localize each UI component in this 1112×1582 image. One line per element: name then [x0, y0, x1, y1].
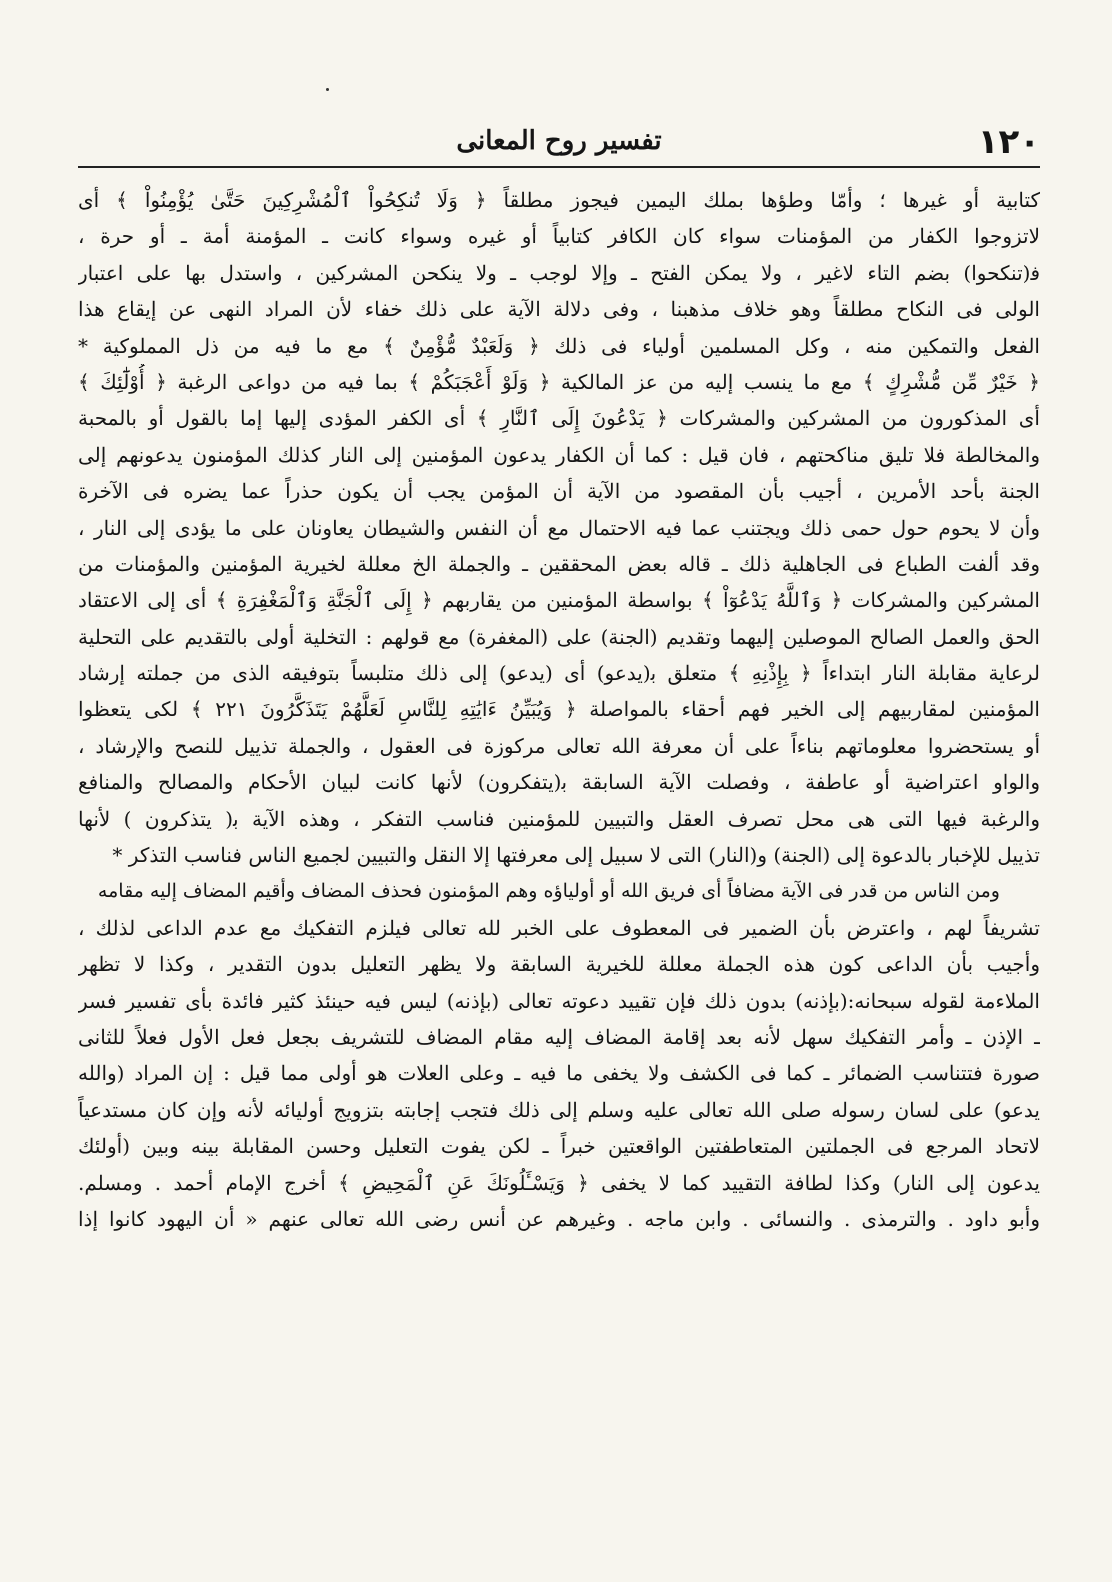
- text-line: ﴿ خَيْرٌ مِّن مُّشْرِكٍ ﴾ مع ما ينسب إليه من عز المالكية ﴿ وَلَوْ أَعْجَبَكُمْ ﴾ بما فيه من دواعى الرغبة ﴿ أُوْلَٰٓئِكَ ﴾: [78, 369, 1040, 394]
- text-line: أى المذكورون من المشركين والمشركات ﴿ يَدْعُونَ إِلَى ٱلنَّارِ ﴾ أى الكفر المؤدى إليها إما بالقول أو بالمحبة: [78, 406, 1040, 431]
- text-line: وقد ألفت الطباع فى الجاهلية ذلك ـ قاله بعض المحققين ـ والجملة الخ معللة لخيرية المؤمنين والمؤمنات من: [78, 551, 1040, 576]
- text-line: والواو اعتراضية أو عاطفة ، وفصلت الآية السابقة ب‍(يتفكرون) لأنها كانت لبيان الأحكام والمصالح والمنافع: [78, 770, 1040, 795]
- text-line: ف‍(تنكحوا) بضم التاء لاغير ، ولا يمكن الفتح ـ وإلا لوجب ـ ولا ينكحن المشركين ، واستدل بها على اعتبار: [78, 260, 1040, 285]
- text-line: لاتحاد المرجع فى الجملتين المتعاطفتين الواقعتين خبراً ـ لكن يفوت التعليل وحسن المقابلة بينه وبين (أولئك: [78, 1134, 1040, 1159]
- text-line: ـ الإذن ـ وأمر التفكيك سهل لأنه بعد إقامة المضاف إليه مقام المضاف للتشريف بجعل فعل الأول فعلاً للثانى: [78, 1024, 1040, 1049]
- text-line: لرعاية مقابلة النار ابتداءاً ﴿ بِإِذْنِهِ ﴾ متعلق ب‍(يدعو) أى (يدعو) إلى ذلك متلبساً بتوفيقه الذى من جملته إرشاد: [78, 661, 1040, 686]
- text-line: تشريفاً لهم ، واعترض بأن الضمير فى المعطوف على الخبر لله تعالى فيلزم التفكيك مع عدم الداعى لذلك ،: [78, 915, 1040, 940]
- running-title: تفسير روح المعانى: [456, 126, 662, 156]
- text-line: الفعل والتمكين منه ، وكل المسلمين أولياء فى ذلك ﴿ وَلَعَبْدٌ مُّؤْمِنٌ ﴾ مع ما فيه من ذل المملوكية *: [78, 333, 1040, 358]
- text-line: يدعو) على لسان رسوله صلى الله تعالى عليه وسلم إلى ذلك فتجب إجابته بتزويج أوليائه لأنه وإن كان مستدعياً: [78, 1097, 1040, 1122]
- text-line: الملاءمة لقوله سبحانه:(بإذنه) بدون ذلك فإن تقييد دعوته تعالى (بإذنه) ليس فيه حينئذ كثير فائدة بأى تفسير فسر: [78, 988, 1040, 1013]
- text-line: كتابية أو غيرها ؛ وأمّا وطؤها بملك اليمين فيجوز مطلقاً ﴿ وَلَا تُنكِحُواْ ٱلْمُشْرِكِينَ حَتَّىٰ يُؤْمِنُواْ ﴾ أى: [78, 188, 1040, 212]
- text-line: يدعون إلى النار) وكذا لطافة التقييد كما لا يخفى ﴿ وَيَسْـَٔلُونَكَ عَنِ ٱلْمَحِيضِ ﴾ أخرج الإمام أحمد . ومسلم.: [78, 1170, 1040, 1195]
- text-line: والرغبة فيها التى هى محل تصرف العقل والتبيين للمؤمنين فناسب التفكر ، وهذه الآية ب‍( يتذكرون ) لأنها: [78, 806, 1040, 831]
- text-line: الجنة بأحد الأمرين ، أجيب بأن المقصود من الآية أن المؤمن يجب أن يكون حذراً عما يضره فى الآخرة: [78, 479, 1040, 504]
- page-header: [78, 120, 1040, 168]
- text-line: الولى فى النكاح مطلقاً وهو خلاف مذهبنا ، وفى دلالة الآية على ذلك خفاء لأن المراد النهى عن إيقاع هذا: [78, 297, 1040, 322]
- text-line: لاتزوجوا الكفار من المؤمنات سواء كان الكافر كتابياً أو غيره وسواء كانت ـ المؤمنة أمة ـ أو حرة ،: [78, 224, 1040, 249]
- body-text: [78, 182, 1040, 1237]
- text-line: المؤمنين لمقاربيهم إلى الخير فهم أحقاء بالمواصلة ﴿ وَيُبَيِّنُ ءَايَٰتِهِ لِلنَّاسِ لَعَلَّهُمْ يَتَذَكَّرُونَ ٢٢١ ﴾ لكى يتعظوا: [78, 697, 1040, 722]
- text-line: صورة فتتناسب الضمائر ـ كما فى الكشف ولا يخفى ما فيه ـ وعلى العلات هو أولى مما قيل : إن المراد (والله: [78, 1061, 1040, 1086]
- ink-speck: [326, 88, 329, 91]
- text-line: المشركين والمشركات ﴿ وَٱللَّهُ يَدْعُوٓاْ ﴾ بواسطة المؤمنين من يقاربهم ﴿ إِلَى ٱلْجَنَّةِ وَٱلْمَغْفِرَةِ ﴾ أى إلى الاعتقاد: [78, 588, 1040, 613]
- page-number: ١٢٠: [977, 122, 1040, 162]
- text-line: الحق والعمل الصالح الموصلين إليهما وتقديم (الجنة) على (المغفرة) مع قولهم : التخلية أولى بالتقديم على التحلية: [78, 624, 1040, 649]
- paragraph-start-line: ومن الناس من قدر فى الآية مضافاً أى فريق الله أو أولياؤه وهم المؤمنون فحذف المضاف وأقيم المضاف إليه مقامه: [97, 880, 1000, 903]
- text-line: أو يستحضروا معلوماتهم بناءاً على أن معرفة الله تعالى مركوزة فى العقول ، والجملة تذييل للنصح والإرشاد ،: [78, 733, 1040, 758]
- text-line: وأبو داود . والترمذى . والنسائى . وابن ماجه . وغيرهم عن أنس رضى الله تعالى عنهم « أن اليهود كانوا إذا: [78, 1206, 1040, 1231]
- text-line: والمخالطة فلا تليق مناكحتهم ، فان قيل : كما أن الكفار يدعون المؤمنين إلى النار كذلك المؤمنون يدعونهم إلى: [78, 442, 1040, 467]
- text-line: وأجيب بأن الداعى كون هذه الجملة معللة للخيرية السابقة ولا يظهر التعليل بدون التقدير ، وكذا لا تظهر: [78, 952, 1040, 977]
- text-line: تذييل للإخبار بالدعوة إلى (الجنة) و(النار) التى لا سبيل إلى معرفتها إلا النقل والتبيين لجميع الناس فناسب التذكر *: [112, 843, 1040, 868]
- text-line: وأن لا يحوم حول حمى ذلك ويجتنب عما فيه الاحتمال مع أن النفس والشيطان يعاونان على ما يؤدى إلى النار ،: [78, 515, 1040, 540]
